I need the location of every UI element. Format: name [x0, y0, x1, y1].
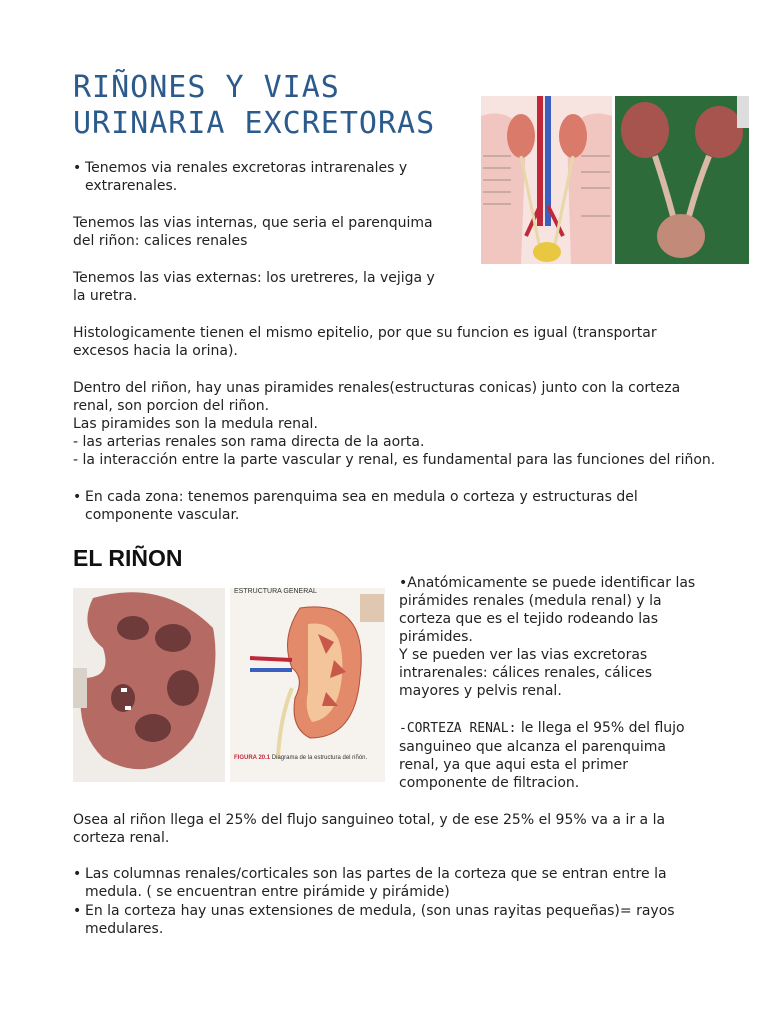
intro-paragraph-4d: - la interacción entre la parte vascular y renal, es fundamental para las funciones del riñon. [73, 452, 716, 468]
intro-paragraph-1: Tenemos las vias internas, que seria el parenquima del riñon: calices renales [73, 215, 433, 249]
side-paragraph: Y se pueden ver las vias excretoras intrarenales: cálices renales, cálices mayores y pelvis renal. [399, 647, 653, 699]
bullet-marker: • [73, 866, 82, 882]
intro-paragraph-3: Histologicamente tienen el mismo epitelio, por que su funcion es igual (transportar excesos hacia la orina). [73, 325, 657, 359]
intro-paragraph-2: Tenemos las vias externas: los uretreres, la vejiga y la uretra. [73, 270, 435, 304]
kidney-structure-diagram [230, 588, 385, 782]
dissected-kidneys-photo [615, 96, 749, 264]
corteza-label: -CORTEZA RENAL: [399, 721, 517, 736]
bullet-rayos: • En la corteza hay unas extensiones de medula, (son unas rayitas pequeñas)= rayos medulares. [73, 903, 675, 937]
intro-bullet-1: • Tenemos via renales excretoras intrarenales y extrarenales. [73, 160, 408, 194]
corteza-paragraph: -CORTEZA RENAL: le llega el 95% del flujo sanguineo que alcanza el parenquima renal, ya que aqui esta el primer componente de filtracion. [399, 720, 685, 791]
bullet-marker: • [73, 903, 82, 919]
bullet-marker: • [73, 489, 82, 505]
bullet-columnas: • Las columnas renales/corticales son las partes de la corteza que se entran entre la medula. ( se encuentran entre pirámide y pirámide) [73, 866, 667, 900]
intro-paragraph-4a: Dentro del riñon, hay unas piramides renales(estructuras conicas) junto con la corteza renal, son porcion del riñon. [73, 380, 681, 414]
page-title: RIÑONES Y VIAS URINARIA EXCRETORAS [73, 70, 436, 141]
urinary-system-diagram [481, 96, 612, 264]
intro-paragraph-4c: - las arterias renales son rama directa de la aorta. [73, 434, 425, 450]
osea-paragraph: Osea al riñon llega el 25% del flujo sanguineo total, y de ese 25% el 95% va a ir a la corteza renal. [73, 812, 666, 846]
side-bullet: •Anatómicamente se puede identificar las pirámides renales (medula renal) y la corteza que es el tejido rodeando las pirámides. [399, 575, 696, 645]
intro-bullet-2: • En cada zona: tenemos parenquima sea en medula o corteza y estructuras del componente vascular. [73, 489, 638, 523]
section-heading: EL RIÑON [73, 545, 183, 571]
bullet-marker: • [73, 160, 82, 176]
figure-header: ESTRUCTURA GENERAL [234, 588, 317, 595]
intro-paragraph-4b: Las piramides son la medula renal. [73, 416, 318, 432]
kidney-section-photo [73, 588, 225, 782]
figure-caption: FIGURA 20.1 Diagrama de la estructura del riñón. [234, 755, 368, 761]
